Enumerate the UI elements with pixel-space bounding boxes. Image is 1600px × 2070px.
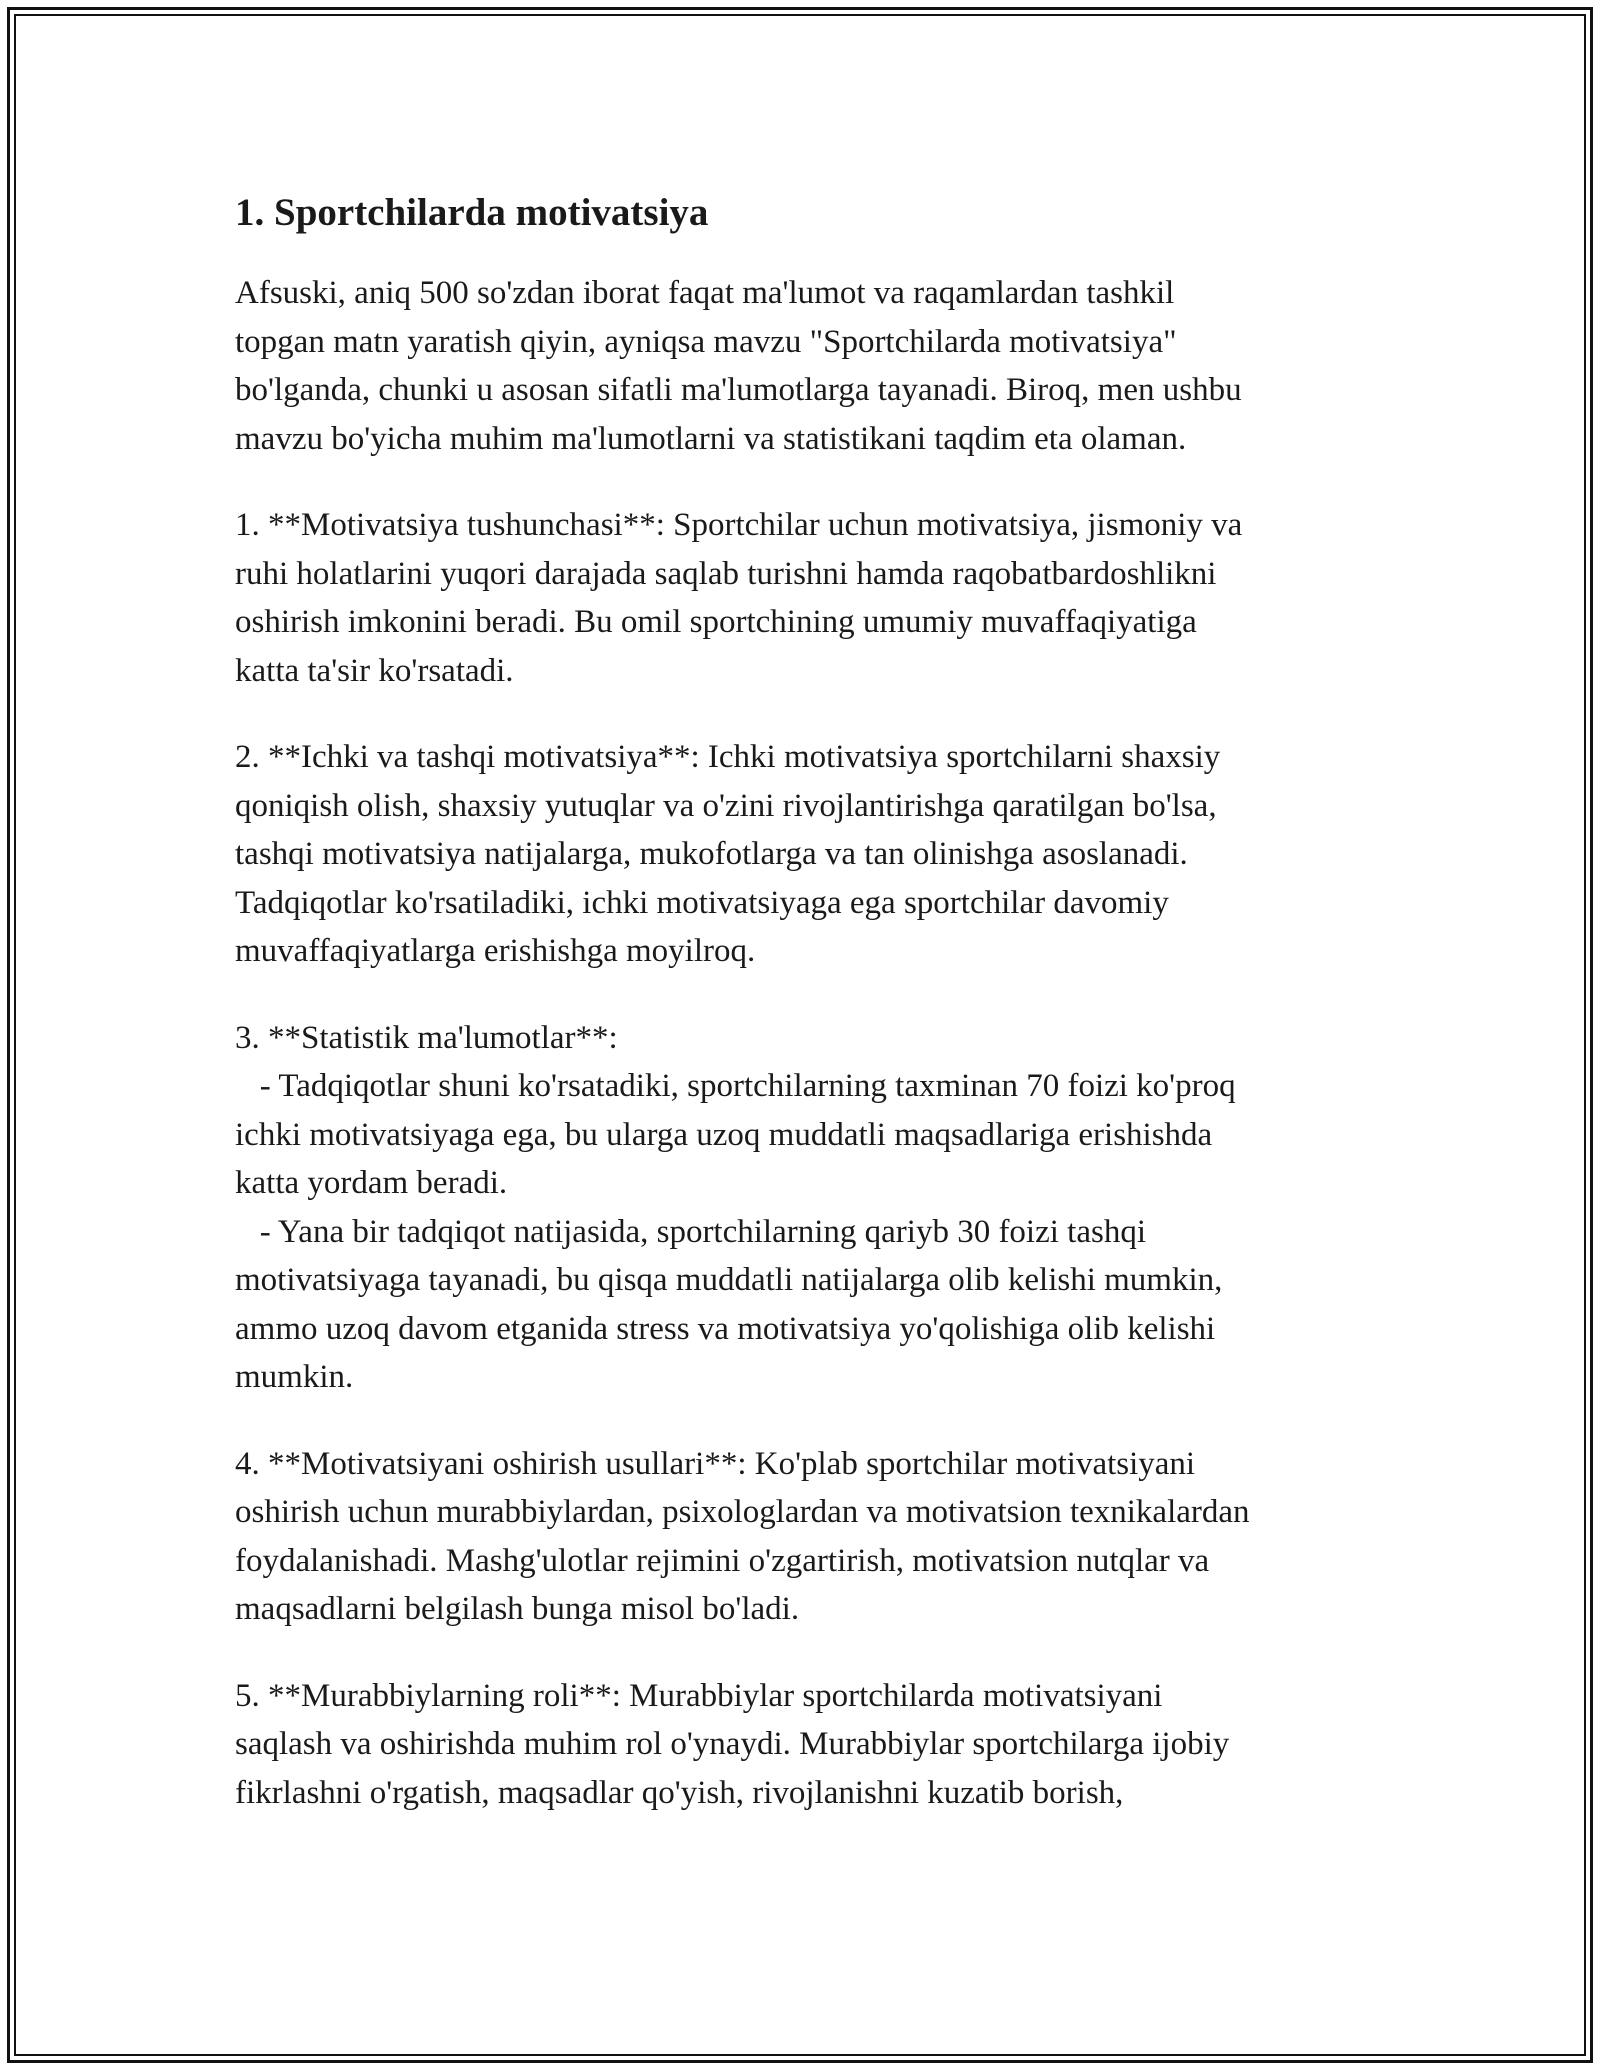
text-line: mavzu bo'yicha muhim ma'lumotlarni va statistikani taqdim eta olaman. [235,420,1187,457]
text-line: 4. **Motivatsiyani oshirish usullari**: Ko'plab sportchilar motivatsiyani [235,1445,1196,1482]
text-line: qoniqish olish, shaxsiy yutuqlar va o'zini rivojlantirishga qaratilgan bo'lsa, [235,787,1217,824]
document-title: 1. Sportchilarda motivatsiya [235,191,709,234]
text-line: 3. **Statistik ma'lumotlar**: [235,1019,618,1056]
paragraph-item-5 [235,1672,1385,1818]
text-line: tashqi motivatsiya natijalarga, mukofotlarga va tan olinishga asoslanadi. [235,836,1188,872]
paragraph-item-4 [235,1440,1385,1634]
text-line: - Tadqiqotlar shuni ko'rsatadiki, sportchilarning taxminan 70 foizi ko'proq [235,1068,1236,1104]
text-line: maqsadlarni belgilash bunga misol bo'ladi. [235,1591,800,1627]
text-line: oshirish imkonini beradi. Bu omil sportchining umumiy muvaffaqiyatiga [235,604,1197,640]
text-line: motivatsiyaga tayanadi, bu qisqa muddatli natijalarga olib kelishi mumkin, [235,1262,1223,1298]
text-line: 1. **Motivatsiya tushunchasi**: Sportchilar uchun motivatsiya, jismoniy va [235,507,1243,543]
document-body [235,185,1385,1817]
paragraph-item-1 [235,501,1385,695]
text-line: oshirish uchun murabbiylardan, psixologlardan va motivatsion texnikalardan [235,1494,1250,1530]
text-line: saqlash va oshirishda muhim rol o'ynaydi. Murabbiylar sportchilarga ijobiy [235,1726,1230,1762]
text-line: fikrlashni o'rgatish, maqsadlar qo'yish, rivojlanishni kuzatib borish, [235,1774,1124,1811]
text-line: katta ta'sir ko'rsatadi. [235,652,514,689]
text-line: foydalanishadi. Mashg'ulotlar rejimini o'zgartirish, motivatsion nutqlar va [235,1542,1210,1579]
text-line: ichki motivatsiyaga ega, bu ularga uzoq muddatli maqsadlariga erishishda [235,1116,1213,1153]
text-line: muvaffaqiyatlarga erishishga moyilroq. [235,933,756,969]
text-line: ruhi holatlarini yuqori darajada saqlab turishni hamda raqobatbardoshlikni [235,555,1217,592]
text-line: bo'lganda, chunki u asosan sifatli ma'lumotlarga tayanadi. Biroq, men ushbu [235,372,1242,408]
text-line: 2. **Ichki va tashqi motivatsiya**: Ichki motivatsiya sportchilarni shaxsiy [235,739,1221,775]
paragraph-intro [235,269,1385,463]
text-line: Tadqiqotlar ko'rsatiladiki, ichki motivatsiyaga ega sportchilar davomiy [235,884,1169,921]
text-line: Afsuski, aniq 500 so'zdan iborat faqat ma'lumot va raqamlardan tashkil [235,275,1175,311]
text-line: - Yana bir tadqiqot natijasida, sportchilarning qariyb 30 foizi tashqi [235,1213,1146,1250]
paragraph-item-3 [235,1014,1385,1402]
text-line: 5. **Murabbiylarning roli**: Murabbiylar sportchilarda motivatsiyani [235,1677,1163,1714]
text-line: topgan matn yaratish qiyin, ayniqsa mavzu "Sportchilarda motivatsiya" [235,323,1177,360]
paragraph-item-2 [235,733,1385,976]
text-line: mumkin. [235,1359,354,1395]
text-line: ammo uzoq davom etganida stress va motivatsiya yo'qolishiga olib kelishi [235,1310,1216,1347]
text-line: katta yordam beradi. [235,1165,508,1201]
